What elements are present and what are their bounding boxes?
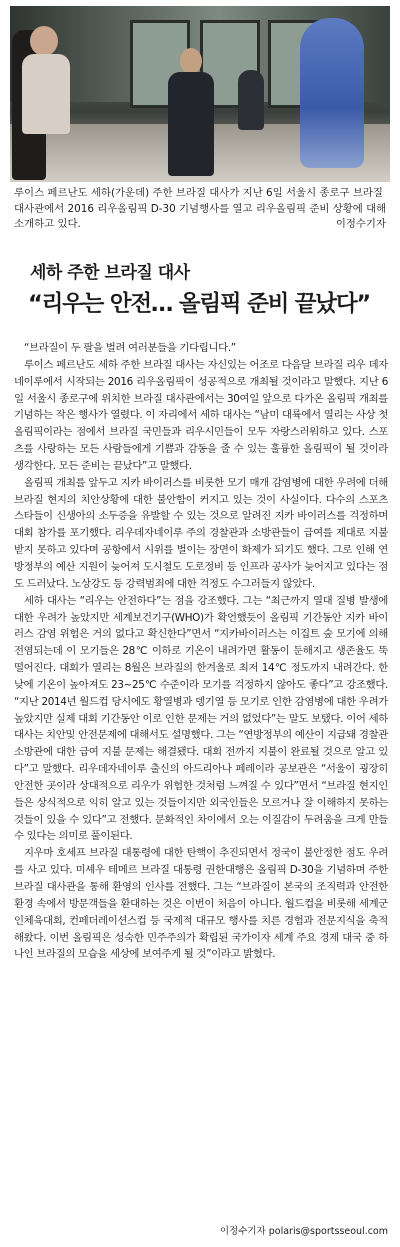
article-paragraph: 루이스 페르난도 세하 주한 브라질 대사는 자신있는 어조로 다음달 브라질 리우 데자네이루에서 시작되는 2016 리우올림픽이 성공적으로 개최될 것이라고 말했다. 지난 6일 서울시 종로구에 위치한 브라질 대사관에서는 30여일 앞으로 다가온 올림픽 개최를 기념하는 작은 행사가 열렸다. 이 자리에서 세하 대사는 “남미 대륙에서 열리는 사상 첫 올림픽이라는 점에서 브라질 국민들과 리우시민들이 모두 자랑스러워하고 있다. 스포츠를 사랑하는 모든 사람들에게 기쁨과 감동을 줄 수 있는 훌륭한 올림픽이 될 것이라 생각한다. 모든 준비는 끝났다”고 말했다. bbox=[14, 358, 388, 472]
person-woman-left bbox=[22, 54, 70, 134]
article-byline: 이정수기자 polaris@sportsseoul.com bbox=[219, 1226, 388, 1237]
caption-credit: 이정수기자 bbox=[335, 218, 386, 230]
article-paragraph: 세하 대사는 “리우는 안전하다”는 점을 강조했다. 그는 “최근까지 열대 질병 발생에 대한 우려가 높았지만 세계보건기구(WHO)가 확언했듯이 올림픽 기간동안 지카 바이러스 감염 위험은 거의 없다고 확신한다”면서 “지카바이러스는 이집트 숲 모기에 의해 전염되는데 이 모기들은 28℃ 이하로 기온이 내려가면 활동이 둔해지고 생존율도 뚝 떨어진다. 대회가 열리는 8월은 브라질의 한겨울로 최저 14℃ 정도까지 내려간다. 한낮에 기온이 높아져도 23~25℃ 수준이라 모기를 걱정하지 않아도 좋다”고 강조했다. “지난 2014년 월드컵 당시에도 황열병과 뎅기열 등 모기로 인한 감염병에 대한 우려가 높았지만 실제 대회 기간동안 이로 인한 문제는 거의 없었다”는 말도 보탰다. 이어 세하 대사는 치안및 안전문제에 대해서도 설명했다. 그는 “연방정부의 예산이 지급돼 경찰관 소방관에 대한 급여 지불 문제는 해결됐다. 대회 전까지 지불이 완료될 것으로 알고 있다”고 말했다. 리우데자네이루 출신의 아드리아나 페레이라 공보관은 “서울이 굉장히 안전한 곳이라 상대적으로 리우가 위험한 것처럼 느껴질 수 있다”면서 “브라질 현지인들은 상식적으로 익히 알고 있는 것들이지만 외국인들은 모르거나 잘 이해하지 못하는 것들이 있을 수 있다”고 전했다. 문화적인 차이에서 오는 이질감이 두려움을 크게 만들 수 있다는 의미로 풀이된다. bbox=[14, 594, 388, 843]
person-background bbox=[238, 70, 264, 130]
article-headline: “리우는 안전… 올림픽 준비 끝났다” bbox=[28, 291, 370, 317]
article-body bbox=[14, 340, 388, 963]
article-subtitle: 세하 주한 브라질 대사 bbox=[30, 263, 190, 283]
article-paragraph: “브라질이 두 팔을 벌려 여러분들을 기다립니다.” bbox=[24, 342, 236, 354]
article-paragraph: 지우마 호세프 브라질 대통령에 대한 탄핵이 추진되면서 정국이 불안정한 점도 우려를 사고 있다. 미셰우 테메르 브라질 대통령 권한대행은 올림픽 D-30을 기념하며 주한 브라질 대사관을 통해 환영의 인사를 전했다. 그는 “브라질이 본국의 조직력과 안전한 환경 속에서 방문객들을 환대하는 것은 이번이 처음이 아니다. 월드컵을 비롯해 세계군인체육대회, 컨페더레이션스컵 등 국제적 대규모 행사를 치른 경험과 전문지식을 축적해왔다. 이번 올림픽은 성숙한 민주주의가 확립된 국가이자 세계 주요 경제 대국 중 하나인 브라질의 모습을 세상에 보여주게 될 것”이라고 밝혔다. bbox=[14, 847, 388, 961]
event-photo bbox=[10, 6, 390, 182]
ambassador-figure bbox=[168, 72, 214, 176]
person-head bbox=[180, 48, 202, 74]
feather-costume-dancer bbox=[300, 18, 364, 168]
photo-caption bbox=[14, 186, 388, 233]
caption-text: 루이스 페르난도 세하(가운데) 주한 브라질 대사가 지난 6일 서울시 종로구 브라질대사관에서 2016 리우올림픽 D-30 기념행사를 열고 리우올림픽 준비 상황에 대해 소개하고 있다. bbox=[14, 187, 387, 230]
person-head bbox=[30, 26, 58, 56]
article-paragraph: 올림픽 개최를 앞두고 지카 바이러스를 비롯한 모기 매개 감염병에 대한 우려에 더해 브라질 현지의 치안상황에 대한 불안함이 커지고 있는 것이 사실이다. 다수의 스포츠 스타들이 신생아의 소두증을 유발할 수 있는 것으로 알려진 지카 바이러스를 걱정하며 대회 참가를 포기했다. 리우데자네이루 주의 경찰관과 소방관들이 급여를 제대로 지불받지 못하고 있다며 공항에서 시위를 벌이는 장면이 화제가 되기도 했다. 그로 인해 연방정부의 예산 지원이 늦어져 도시철도 도로정비 등 인프라 공사가 늦어지고 있다는 점도 드러났다. 노상강도 등 강력범죄에 대한 걱정도 수그러들지 않았다. bbox=[14, 476, 388, 590]
